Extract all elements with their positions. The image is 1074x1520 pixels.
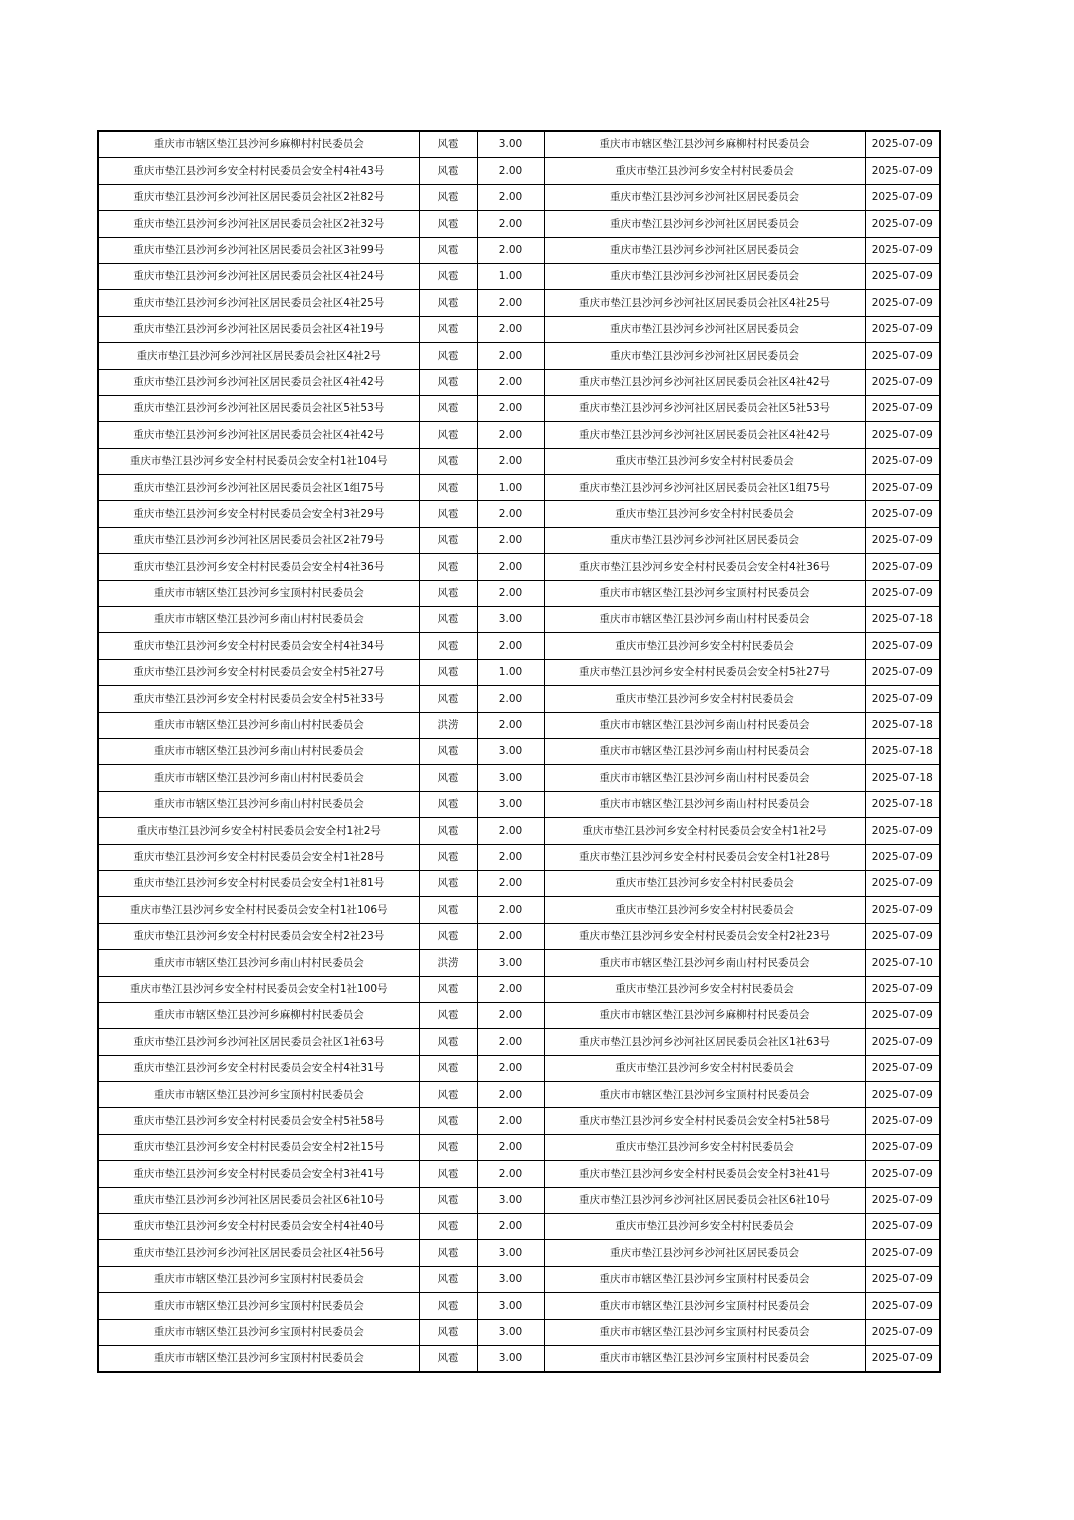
- amount-cell: 2.00: [477, 554, 544, 580]
- disaster-type-cell: 风雹: [419, 976, 477, 1002]
- date-cell: 2025-07-18: [865, 738, 940, 764]
- table-row: [98, 527, 940, 553]
- date-cell: 2025-07-09: [865, 1108, 940, 1134]
- address-cell: 重庆市垫江县沙河乡沙河社区居民委员会社区4社25号: [98, 290, 419, 316]
- table-row: [98, 844, 940, 870]
- location-cell: 重庆市垫江县沙河乡安全村村民委员会: [544, 976, 865, 1002]
- date-cell: 2025-07-09: [865, 1002, 940, 1028]
- location-cell: 重庆市垫江县沙河乡安全村村民委员会: [544, 1055, 865, 1081]
- date-cell: 2025-07-18: [865, 765, 940, 791]
- table-row: [98, 765, 940, 791]
- table-row: [98, 1082, 940, 1108]
- date-cell: 2025-07-09: [865, 870, 940, 896]
- disaster-type-cell: 洪涝: [419, 950, 477, 976]
- amount-cell: 2.00: [477, 923, 544, 949]
- address-cell: 重庆市市辖区垫江县沙河乡宝顶村村民委员会: [98, 1266, 419, 1292]
- address-cell: 重庆市垫江县沙河乡安全村村民委员会安全村5社58号: [98, 1108, 419, 1134]
- disaster-type-cell: 风雹: [419, 316, 477, 342]
- amount-cell: 2.00: [477, 1082, 544, 1108]
- location-cell: 重庆市垫江县沙河乡安全村村民委员会安全村4社36号: [544, 554, 865, 580]
- date-cell: 2025-07-09: [865, 1082, 940, 1108]
- disaster-type-cell: 风雹: [419, 1002, 477, 1028]
- address-cell: 重庆市市辖区垫江县沙河乡麻柳村村民委员会: [98, 131, 419, 158]
- amount-cell: 2.00: [477, 343, 544, 369]
- address-cell: 重庆市垫江县沙河乡安全村村民委员会安全村4社43号: [98, 158, 419, 184]
- amount-cell: 1.00: [477, 263, 544, 289]
- location-cell: 重庆市垫江县沙河乡沙河社区居民委员会: [544, 343, 865, 369]
- table-row: [98, 343, 940, 369]
- amount-cell: 3.00: [477, 607, 544, 633]
- disaster-type-cell: 风雹: [419, 1029, 477, 1055]
- amount-cell: 2.00: [477, 1029, 544, 1055]
- date-cell: 2025-07-09: [865, 580, 940, 606]
- disaster-type-cell: 风雹: [419, 554, 477, 580]
- date-cell: 2025-07-09: [865, 501, 940, 527]
- table-row: [98, 290, 940, 316]
- disaster-type-cell: 风雹: [419, 1266, 477, 1292]
- disaster-type-cell: 风雹: [419, 395, 477, 421]
- amount-cell: 2.00: [477, 211, 544, 237]
- date-cell: 2025-07-09: [865, 554, 940, 580]
- table-row: [98, 1345, 940, 1372]
- address-cell: 重庆市垫江县沙河乡安全村村民委员会安全村2社15号: [98, 1134, 419, 1160]
- date-cell: 2025-07-18: [865, 607, 940, 633]
- amount-cell: 2.00: [477, 290, 544, 316]
- amount-cell: 2.00: [477, 527, 544, 553]
- location-cell: 重庆市市辖区垫江县沙河乡南山村村民委员会: [544, 791, 865, 817]
- disaster-type-cell: 风雹: [419, 184, 477, 210]
- amount-cell: 3.00: [477, 950, 544, 976]
- date-cell: 2025-07-09: [865, 659, 940, 685]
- date-cell: 2025-07-09: [865, 1293, 940, 1319]
- location-cell: 重庆市市辖区垫江县沙河乡南山村村民委员会: [544, 607, 865, 633]
- address-cell: 重庆市垫江县沙河乡沙河社区居民委员会社区2社82号: [98, 184, 419, 210]
- date-cell: 2025-07-09: [865, 369, 940, 395]
- table-row: [98, 818, 940, 844]
- date-cell: 2025-07-09: [865, 527, 940, 553]
- amount-cell: 2.00: [477, 633, 544, 659]
- table-row: [98, 1002, 940, 1028]
- date-cell: 2025-07-09: [865, 211, 940, 237]
- table-row: [98, 554, 940, 580]
- date-cell: 2025-07-09: [865, 1266, 940, 1292]
- location-cell: 重庆市垫江县沙河乡安全村村民委员会安全村5社27号: [544, 659, 865, 685]
- table-row: [98, 1293, 940, 1319]
- date-cell: 2025-07-09: [865, 1161, 940, 1187]
- amount-cell: 1.00: [477, 475, 544, 501]
- amount-cell: 2.00: [477, 976, 544, 1002]
- location-cell: 重庆市垫江县沙河乡沙河社区居民委员会: [544, 316, 865, 342]
- table-row: [98, 475, 940, 501]
- table-row: [98, 422, 940, 448]
- location-cell: 重庆市市辖区垫江县沙河乡宝顶村村民委员会: [544, 1293, 865, 1319]
- disaster-type-cell: 风雹: [419, 1319, 477, 1345]
- date-cell: 2025-07-09: [865, 131, 940, 158]
- location-cell: 重庆市垫江县沙河乡安全村村民委员会: [544, 897, 865, 923]
- table-row: [98, 1055, 940, 1081]
- address-cell: 重庆市垫江县沙河乡沙河社区居民委员会社区1社63号: [98, 1029, 419, 1055]
- disaster-type-cell: 风雹: [419, 580, 477, 606]
- date-cell: 2025-07-09: [865, 1345, 940, 1372]
- amount-cell: 3.00: [477, 1293, 544, 1319]
- amount-cell: 2.00: [477, 501, 544, 527]
- location-cell: 重庆市垫江县沙河乡安全村村民委员会: [544, 1214, 865, 1240]
- amount-cell: 3.00: [477, 1266, 544, 1292]
- address-cell: 重庆市垫江县沙河乡安全村村民委员会安全村1社81号: [98, 870, 419, 896]
- table-row: [98, 897, 940, 923]
- location-cell: 重庆市垫江县沙河乡沙河社区居民委员会: [544, 1240, 865, 1266]
- address-cell: 重庆市垫江县沙河乡安全村村民委员会安全村3社29号: [98, 501, 419, 527]
- table-row: [98, 1319, 940, 1345]
- amount-cell: 3.00: [477, 1240, 544, 1266]
- date-cell: 2025-07-09: [865, 422, 940, 448]
- table-row: [98, 976, 940, 1002]
- table-row: [98, 316, 940, 342]
- amount-cell: 2.00: [477, 422, 544, 448]
- address-cell: 重庆市垫江县沙河乡安全村村民委员会安全村1社28号: [98, 844, 419, 870]
- amount-cell: 3.00: [477, 1187, 544, 1213]
- location-cell: 重庆市市辖区垫江县沙河乡南山村村民委员会: [544, 712, 865, 738]
- address-cell: 重庆市市辖区垫江县沙河乡宝顶村村民委员会: [98, 580, 419, 606]
- disaster-type-cell: 风雹: [419, 1187, 477, 1213]
- date-cell: 2025-07-09: [865, 316, 940, 342]
- address-cell: 重庆市市辖区垫江县沙河乡南山村村民委员会: [98, 791, 419, 817]
- date-cell: 2025-07-09: [865, 395, 940, 421]
- address-cell: 重庆市垫江县沙河乡沙河社区居民委员会社区2社79号: [98, 527, 419, 553]
- location-cell: 重庆市垫江县沙河乡沙河社区居民委员会: [544, 263, 865, 289]
- disaster-type-cell: 风雹: [419, 1345, 477, 1372]
- table-row: [98, 237, 940, 263]
- disaster-type-cell: 风雹: [419, 343, 477, 369]
- address-cell: 重庆市市辖区垫江县沙河乡宝顶村村民委员会: [98, 1293, 419, 1319]
- table-row: [98, 686, 940, 712]
- table-row: [98, 633, 940, 659]
- disaster-type-cell: 风雹: [419, 1055, 477, 1081]
- date-cell: 2025-07-09: [865, 1055, 940, 1081]
- date-cell: 2025-07-18: [865, 791, 940, 817]
- address-cell: 重庆市市辖区垫江县沙河乡南山村村民委员会: [98, 712, 419, 738]
- location-cell: 重庆市市辖区垫江县沙河乡宝顶村村民委员会: [544, 1345, 865, 1372]
- disaster-type-cell: 风雹: [419, 1240, 477, 1266]
- disaster-type-cell: 风雹: [419, 501, 477, 527]
- location-cell: 重庆市垫江县沙河乡安全村村民委员会安全村1社2号: [544, 818, 865, 844]
- amount-cell: 2.00: [477, 1108, 544, 1134]
- location-cell: 重庆市垫江县沙河乡沙河社区居民委员会: [544, 237, 865, 263]
- disaster-type-cell: 风雹: [419, 1161, 477, 1187]
- amount-cell: 1.00: [477, 659, 544, 685]
- location-cell: 重庆市垫江县沙河乡安全村村民委员会: [544, 870, 865, 896]
- address-cell: 重庆市垫江县沙河乡安全村村民委员会安全村1社2号: [98, 818, 419, 844]
- location-cell: 重庆市垫江县沙河乡沙河社区居民委员会社区6社10号: [544, 1187, 865, 1213]
- amount-cell: 2.00: [477, 870, 544, 896]
- address-cell: 重庆市市辖区垫江县沙河乡宝顶村村民委员会: [98, 1082, 419, 1108]
- address-cell: 重庆市市辖区垫江县沙河乡南山村村民委员会: [98, 950, 419, 976]
- location-cell: 重庆市垫江县沙河乡沙河社区居民委员会社区4社25号: [544, 290, 865, 316]
- address-cell: 重庆市垫江县沙河乡安全村村民委员会安全村1社106号: [98, 897, 419, 923]
- amount-cell: 3.00: [477, 1345, 544, 1372]
- date-cell: 2025-07-09: [865, 475, 940, 501]
- location-cell: 重庆市垫江县沙河乡沙河社区居民委员会社区5社53号: [544, 395, 865, 421]
- address-cell: 重庆市垫江县沙河乡安全村村民委员会安全村3社41号: [98, 1161, 419, 1187]
- table-row: [98, 1240, 940, 1266]
- date-cell: 2025-07-09: [865, 1319, 940, 1345]
- disaster-type-cell: 风雹: [419, 237, 477, 263]
- location-cell: 重庆市市辖区垫江县沙河乡南山村村民委员会: [544, 950, 865, 976]
- table-row: [98, 369, 940, 395]
- date-cell: 2025-07-09: [865, 343, 940, 369]
- table-row: [98, 580, 940, 606]
- disaster-type-cell: 风雹: [419, 844, 477, 870]
- amount-cell: 3.00: [477, 1319, 544, 1345]
- address-cell: 重庆市垫江县沙河乡安全村村民委员会安全村4社31号: [98, 1055, 419, 1081]
- address-cell: 重庆市垫江县沙河乡沙河社区居民委员会社区3社99号: [98, 237, 419, 263]
- amount-cell: 2.00: [477, 158, 544, 184]
- disaster-type-cell: 风雹: [419, 263, 477, 289]
- address-cell: 重庆市垫江县沙河乡安全村村民委员会安全村1社100号: [98, 976, 419, 1002]
- disaster-type-cell: 洪涝: [419, 712, 477, 738]
- disaster-type-cell: 风雹: [419, 448, 477, 474]
- date-cell: 2025-07-09: [865, 237, 940, 263]
- location-cell: 重庆市市辖区垫江县沙河乡南山村村民委员会: [544, 765, 865, 791]
- location-cell: 重庆市垫江县沙河乡安全村村民委员会: [544, 501, 865, 527]
- address-cell: 重庆市垫江县沙河乡安全村村民委员会安全村4社36号: [98, 554, 419, 580]
- location-cell: 重庆市垫江县沙河乡安全村村民委员会: [544, 158, 865, 184]
- disaster-type-cell: 风雹: [419, 765, 477, 791]
- table-row: [98, 1214, 940, 1240]
- table-row: [98, 211, 940, 237]
- date-cell: 2025-07-09: [865, 976, 940, 1002]
- disaster-type-cell: 风雹: [419, 818, 477, 844]
- table-row: [98, 1161, 940, 1187]
- date-cell: 2025-07-09: [865, 448, 940, 474]
- table-row: [98, 158, 940, 184]
- date-cell: 2025-07-09: [865, 1134, 940, 1160]
- address-cell: 重庆市垫江县沙河乡沙河社区居民委员会社区4社24号: [98, 263, 419, 289]
- disaster-type-cell: 风雹: [419, 1134, 477, 1160]
- date-cell: 2025-07-09: [865, 633, 940, 659]
- table-row: [98, 923, 940, 949]
- date-cell: 2025-07-09: [865, 818, 940, 844]
- disaster-type-cell: 风雹: [419, 633, 477, 659]
- location-cell: 重庆市市辖区垫江县沙河乡麻柳村村民委员会: [544, 131, 865, 158]
- amount-cell: 2.00: [477, 395, 544, 421]
- address-cell: 重庆市垫江县沙河乡安全村村民委员会安全村1社104号: [98, 448, 419, 474]
- location-cell: 重庆市垫江县沙河乡安全村村民委员会: [544, 686, 865, 712]
- table-row: [98, 1029, 940, 1055]
- address-cell: 重庆市垫江县沙河乡沙河社区居民委员会社区4社42号: [98, 422, 419, 448]
- disaster-type-cell: 风雹: [419, 369, 477, 395]
- disaster-type-cell: 风雹: [419, 527, 477, 553]
- date-cell: 2025-07-09: [865, 923, 940, 949]
- amount-cell: 2.00: [477, 1161, 544, 1187]
- address-cell: 重庆市市辖区垫江县沙河乡南山村村民委员会: [98, 738, 419, 764]
- disaster-type-cell: 风雹: [419, 897, 477, 923]
- location-cell: 重庆市市辖区垫江县沙河乡南山村村民委员会: [544, 738, 865, 764]
- address-cell: 重庆市垫江县沙河乡安全村村民委员会安全村2社23号: [98, 923, 419, 949]
- table-row: [98, 950, 940, 976]
- disaster-type-cell: 风雹: [419, 607, 477, 633]
- table-row: [98, 263, 940, 289]
- address-cell: 重庆市垫江县沙河乡沙河社区居民委员会社区5社53号: [98, 395, 419, 421]
- location-cell: 重庆市垫江县沙河乡安全村村民委员会安全村2社23号: [544, 923, 865, 949]
- amount-cell: 3.00: [477, 791, 544, 817]
- disaster-type-cell: 风雹: [419, 1214, 477, 1240]
- disaster-type-cell: 风雹: [419, 870, 477, 896]
- date-cell: 2025-07-09: [865, 897, 940, 923]
- table-row: [98, 607, 940, 633]
- address-cell: 重庆市市辖区垫江县沙河乡宝顶村村民委员会: [98, 1319, 419, 1345]
- address-cell: 重庆市市辖区垫江县沙河乡麻柳村村民委员会: [98, 1002, 419, 1028]
- location-cell: 重庆市垫江县沙河乡沙河社区居民委员会社区4社42号: [544, 422, 865, 448]
- location-cell: 重庆市垫江县沙河乡安全村村民委员会安全村3社41号: [544, 1161, 865, 1187]
- disaster-type-cell: 风雹: [419, 923, 477, 949]
- location-cell: 重庆市市辖区垫江县沙河乡宝顶村村民委员会: [544, 1082, 865, 1108]
- date-cell: 2025-07-09: [865, 1240, 940, 1266]
- address-cell: 重庆市垫江县沙河乡安全村村民委员会安全村5社27号: [98, 659, 419, 685]
- amount-cell: 2.00: [477, 369, 544, 395]
- table-row: [98, 712, 940, 738]
- amount-cell: 2.00: [477, 844, 544, 870]
- disaster-type-cell: 风雹: [419, 1108, 477, 1134]
- address-cell: 重庆市垫江县沙河乡沙河社区居民委员会社区4社2号: [98, 343, 419, 369]
- date-cell: 2025-07-09: [865, 158, 940, 184]
- amount-cell: 2.00: [477, 686, 544, 712]
- table-row: [98, 395, 940, 421]
- disaster-type-cell: 风雹: [419, 1293, 477, 1319]
- amount-cell: 2.00: [477, 897, 544, 923]
- location-cell: 重庆市垫江县沙河乡沙河社区居民委员会: [544, 527, 865, 553]
- date-cell: 2025-07-09: [865, 1187, 940, 1213]
- location-cell: 重庆市垫江县沙河乡沙河社区居民委员会社区4社42号: [544, 369, 865, 395]
- disaster-type-cell: 风雹: [419, 475, 477, 501]
- disaster-type-cell: 风雹: [419, 1082, 477, 1108]
- amount-cell: 3.00: [477, 765, 544, 791]
- address-cell: 重庆市市辖区垫江县沙河乡南山村村民委员会: [98, 765, 419, 791]
- location-cell: 重庆市市辖区垫江县沙河乡宝顶村村民委员会: [544, 580, 865, 606]
- table-row: [98, 1108, 940, 1134]
- address-cell: 重庆市垫江县沙河乡沙河社区居民委员会社区6社10号: [98, 1187, 419, 1213]
- amount-cell: 3.00: [477, 131, 544, 158]
- amount-cell: 2.00: [477, 316, 544, 342]
- address-cell: 重庆市垫江县沙河乡沙河社区居民委员会社区4社56号: [98, 1240, 419, 1266]
- disaster-type-cell: 风雹: [419, 211, 477, 237]
- table-row: [98, 1134, 940, 1160]
- table-row: [98, 1266, 940, 1292]
- table-row: [98, 448, 940, 474]
- disaster-type-cell: 风雹: [419, 158, 477, 184]
- amount-cell: 2.00: [477, 818, 544, 844]
- disaster-type-cell: 风雹: [419, 131, 477, 158]
- table-row: [98, 1187, 940, 1213]
- date-cell: 2025-07-09: [865, 686, 940, 712]
- date-cell: 2025-07-10: [865, 950, 940, 976]
- location-cell: 重庆市市辖区垫江县沙河乡宝顶村村民委员会: [544, 1266, 865, 1292]
- date-cell: 2025-07-09: [865, 184, 940, 210]
- date-cell: 2025-07-18: [865, 712, 940, 738]
- address-cell: 重庆市垫江县沙河乡沙河社区居民委员会社区4社19号: [98, 316, 419, 342]
- location-cell: 重庆市市辖区垫江县沙河乡宝顶村村民委员会: [544, 1319, 865, 1345]
- date-cell: 2025-07-09: [865, 844, 940, 870]
- location-cell: 重庆市垫江县沙河乡沙河社区居民委员会: [544, 211, 865, 237]
- location-cell: 重庆市垫江县沙河乡沙河社区居民委员会: [544, 184, 865, 210]
- location-cell: 重庆市垫江县沙河乡安全村村民委员会安全村1社28号: [544, 844, 865, 870]
- disaster-type-cell: 风雹: [419, 659, 477, 685]
- disaster-type-cell: 风雹: [419, 791, 477, 817]
- disaster-type-cell: 风雹: [419, 422, 477, 448]
- date-cell: 2025-07-09: [865, 1214, 940, 1240]
- table-row: [98, 738, 940, 764]
- amount-cell: 2.00: [477, 1214, 544, 1240]
- table-row: [98, 870, 940, 896]
- location-cell: 重庆市垫江县沙河乡安全村村民委员会: [544, 448, 865, 474]
- location-cell: 重庆市垫江县沙河乡安全村村民委员会安全村5社58号: [544, 1108, 865, 1134]
- address-cell: 重庆市垫江县沙河乡沙河社区居民委员会社区1组75号: [98, 475, 419, 501]
- data-table: [97, 130, 941, 1373]
- location-cell: 重庆市市辖区垫江县沙河乡麻柳村村民委员会: [544, 1002, 865, 1028]
- address-cell: 重庆市垫江县沙河乡安全村村民委员会安全村4社34号: [98, 633, 419, 659]
- table-row: [98, 659, 940, 685]
- date-cell: 2025-07-09: [865, 1029, 940, 1055]
- location-cell: 重庆市垫江县沙河乡安全村村民委员会: [544, 633, 865, 659]
- amount-cell: 2.00: [477, 712, 544, 738]
- amount-cell: 2.00: [477, 448, 544, 474]
- amount-cell: 2.00: [477, 237, 544, 263]
- address-cell: 重庆市垫江县沙河乡安全村村民委员会安全村4社40号: [98, 1214, 419, 1240]
- date-cell: 2025-07-09: [865, 290, 940, 316]
- table-row: [98, 791, 940, 817]
- amount-cell: 2.00: [477, 1055, 544, 1081]
- table-row: [98, 501, 940, 527]
- amount-cell: 2.00: [477, 1134, 544, 1160]
- disaster-type-cell: 风雹: [419, 686, 477, 712]
- address-cell: 重庆市市辖区垫江县沙河乡南山村村民委员会: [98, 607, 419, 633]
- amount-cell: 2.00: [477, 184, 544, 210]
- location-cell: 重庆市垫江县沙河乡沙河社区居民委员会社区1社63号: [544, 1029, 865, 1055]
- table-row: [98, 184, 940, 210]
- address-cell: 重庆市垫江县沙河乡沙河社区居民委员会社区2社32号: [98, 211, 419, 237]
- table-row: [98, 131, 940, 158]
- disaster-type-cell: 风雹: [419, 738, 477, 764]
- location-cell: 重庆市垫江县沙河乡安全村村民委员会: [544, 1134, 865, 1160]
- amount-cell: 2.00: [477, 1002, 544, 1028]
- amount-cell: 3.00: [477, 738, 544, 764]
- address-cell: 重庆市垫江县沙河乡沙河社区居民委员会社区4社42号: [98, 369, 419, 395]
- disaster-type-cell: 风雹: [419, 290, 477, 316]
- location-cell: 重庆市垫江县沙河乡沙河社区居民委员会社区1组75号: [544, 475, 865, 501]
- address-cell: 重庆市垫江县沙河乡安全村村民委员会安全村5社33号: [98, 686, 419, 712]
- date-cell: 2025-07-09: [865, 263, 940, 289]
- amount-cell: 2.00: [477, 580, 544, 606]
- address-cell: 重庆市市辖区垫江县沙河乡宝顶村村民委员会: [98, 1345, 419, 1372]
- table-body: [98, 131, 940, 1372]
